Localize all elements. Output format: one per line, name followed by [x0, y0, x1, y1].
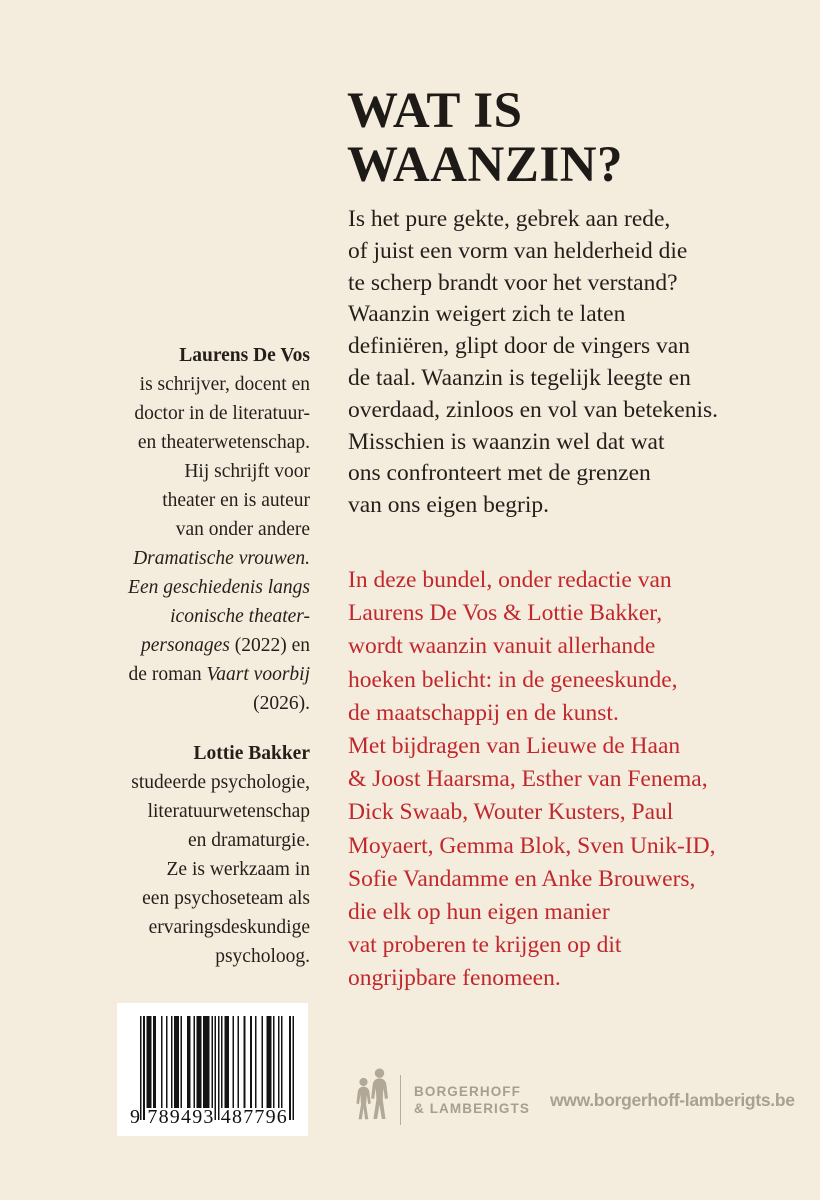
publisher-name — [414, 1083, 530, 1117]
publisher-name-line2: & LAMBERIGTS — [414, 1101, 530, 1116]
book-title-line1: WAT IS — [347, 83, 523, 139]
publisher-logo-block — [352, 1068, 795, 1132]
logo-divider — [400, 1075, 401, 1125]
author-bio-lottie-bakker: Lottie Bakker studeerde psychologie, literatuurwetenschap en dramaturgie. Ze is werkzaam in een psychoseteam als ervaringsdeskundige psycholoog. — [131, 743, 310, 967]
barcode-digits: 9 789493 487796 — [130, 1106, 288, 1128]
publisher-website: www.borgerhoff-lamberigts.be — [549, 1089, 795, 1110]
isbn-barcode — [117, 1003, 308, 1136]
intro-paragraph: Is het pure gekte, gebrek aan rede, of juist een vorm van helderheid die te scherp brandt voor het verstand? Waanzin weigert zich te laten definiëren, glipt door de vingers van de taal. Waanzin is tegelijk leegte en overdaad, zinloos en vol van betekenis. Misschien is waanzin wel dat wat ons confronteert met de grenzen van ons eigen begrip. — [348, 206, 719, 519]
barcode-bars — [140, 1016, 291, 1120]
author-bio-laurens-de-vos: Laurens De Vos is schrijver, docent en doctor in de literatuur- en theaterwetenschap. Hij schrijft voor theater en is auteur van onder andere Dramatische vrouwen. Een geschiedenis langs iconische theater- personages (2022) en de roman Vaart voorbij (2026). — [128, 345, 310, 714]
author-bios-column — [0, 341, 310, 971]
publisher-name-line1: BORGERHOFF — [414, 1084, 521, 1099]
book-title — [347, 84, 623, 192]
walking-figures-icon — [352, 1068, 394, 1132]
book-title-line2: WAANZIN? — [347, 137, 624, 193]
contributors-paragraph: In deze bundel, onder redactie van Laurens De Vos & Lottie Bakker, wordt waanzin vanuit allerhande hoeken belicht: in de geneeskunde, de maatschappij en de kunst. Met bijdragen van Lieuwe de Haan & Joost Haarsma, Esther van Fenema, Dick Swaab, Wouter Kusters, Paul Moyaert, Gemma Blok, Sven Unik-ID, Sofie Vandamme en Anke Brouwers, die elk op hun eigen manier vat proberen te krijgen op dit ongrijpbare fenomeen. — [348, 567, 716, 992]
